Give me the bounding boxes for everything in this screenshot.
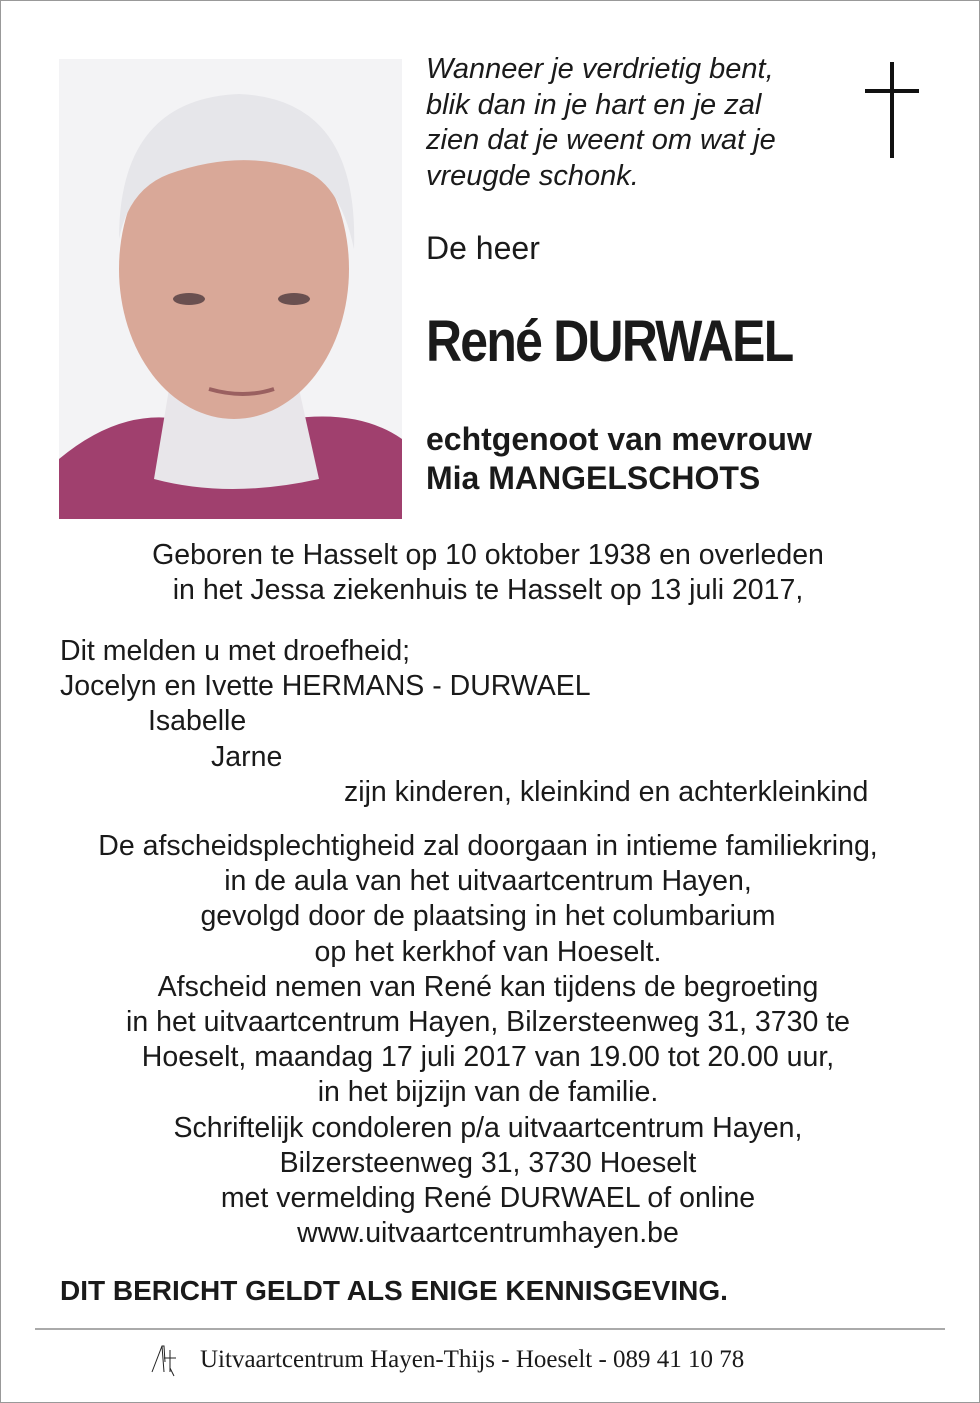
family-relation: zijn kinderen, kleinkind en achterkleinkind bbox=[344, 776, 869, 808]
funeral-home-footer bbox=[150, 1342, 744, 1378]
family-member: Jarne bbox=[211, 741, 283, 773]
footer-text: Uitvaartcentrum Hayen-Thijs - Hoeselt - 089 41 10 78 bbox=[200, 1346, 745, 1373]
memorial-quote bbox=[426, 52, 776, 194]
detail-line: Hoeselt, maandag 17 juli 2017 van 19.00 tot 20.00 uur, bbox=[141, 1041, 835, 1074]
website-link[interactable]: www.uitvaartcentrumhayen.be bbox=[297, 1217, 679, 1250]
divider bbox=[35, 1328, 945, 1330]
ceremony-details bbox=[0, 829, 976, 1251]
family-intro: Dit melden u met droefheid; bbox=[60, 635, 411, 667]
detail-line: in het bijzijn van de familie. bbox=[317, 1076, 659, 1109]
quote-line: vreugde schonk. bbox=[426, 159, 639, 192]
birth-death-info bbox=[0, 538, 976, 608]
detail-line: Bilzersteenweg 31, 3730 Hoeselt bbox=[279, 1146, 697, 1179]
funeral-home-logo-icon bbox=[150, 1342, 186, 1378]
deceased-name: René DURWAEL bbox=[426, 309, 793, 374]
quote-line: blik dan in je hart en je zal bbox=[426, 88, 762, 121]
detail-line: in de aula van het uitvaartcentrum Hayen, bbox=[224, 865, 752, 898]
notice-statement: DIT BERICHT GELDT ALS ENIGE KENNISGEVING. bbox=[60, 1275, 728, 1306]
quote-line: zien dat je weent om wat je bbox=[426, 124, 776, 156]
spouse-name: Mia MANGELSCHOTS bbox=[426, 460, 761, 496]
detail-line: Afscheid nemen van René kan tijdens de begroeting bbox=[157, 970, 819, 1003]
detail-line: Schriftelijk condoleren p/a uitvaartcentrum Hayen, bbox=[173, 1111, 803, 1144]
birth-line: Geboren te Hasselt op 10 oktober 1938 en overleden bbox=[152, 539, 824, 571]
salutation: De heer bbox=[426, 230, 540, 266]
spouse-line: echtgenoot van mevrouw bbox=[426, 421, 812, 457]
family-member: Isabelle bbox=[148, 705, 247, 737]
detail-line: gevolgd door de plaatsing in het columbarium bbox=[200, 900, 776, 933]
detail-line: De afscheidsplechtigheid zal doorgaan in intieme familiekring, bbox=[98, 830, 878, 862]
cross-icon bbox=[862, 62, 922, 158]
quote-line: Wanneer je verdrietig bent, bbox=[426, 53, 774, 85]
death-line: in het Jessa ziekenhuis te Hasselt op 13 juli 2017, bbox=[172, 574, 804, 607]
portrait-photo bbox=[59, 59, 402, 519]
family-member: Jocelyn en Ivette HERMANS - DURWAEL bbox=[60, 670, 591, 702]
detail-line: in het uitvaartcentrum Hayen, Bilzersteenweg 31, 3730 te bbox=[126, 1006, 850, 1039]
detail-line: op het kerkhof van Hoeselt. bbox=[314, 935, 662, 968]
detail-line: met vermelding René DURWAEL of online bbox=[220, 1182, 756, 1215]
spouse-info bbox=[426, 420, 812, 498]
